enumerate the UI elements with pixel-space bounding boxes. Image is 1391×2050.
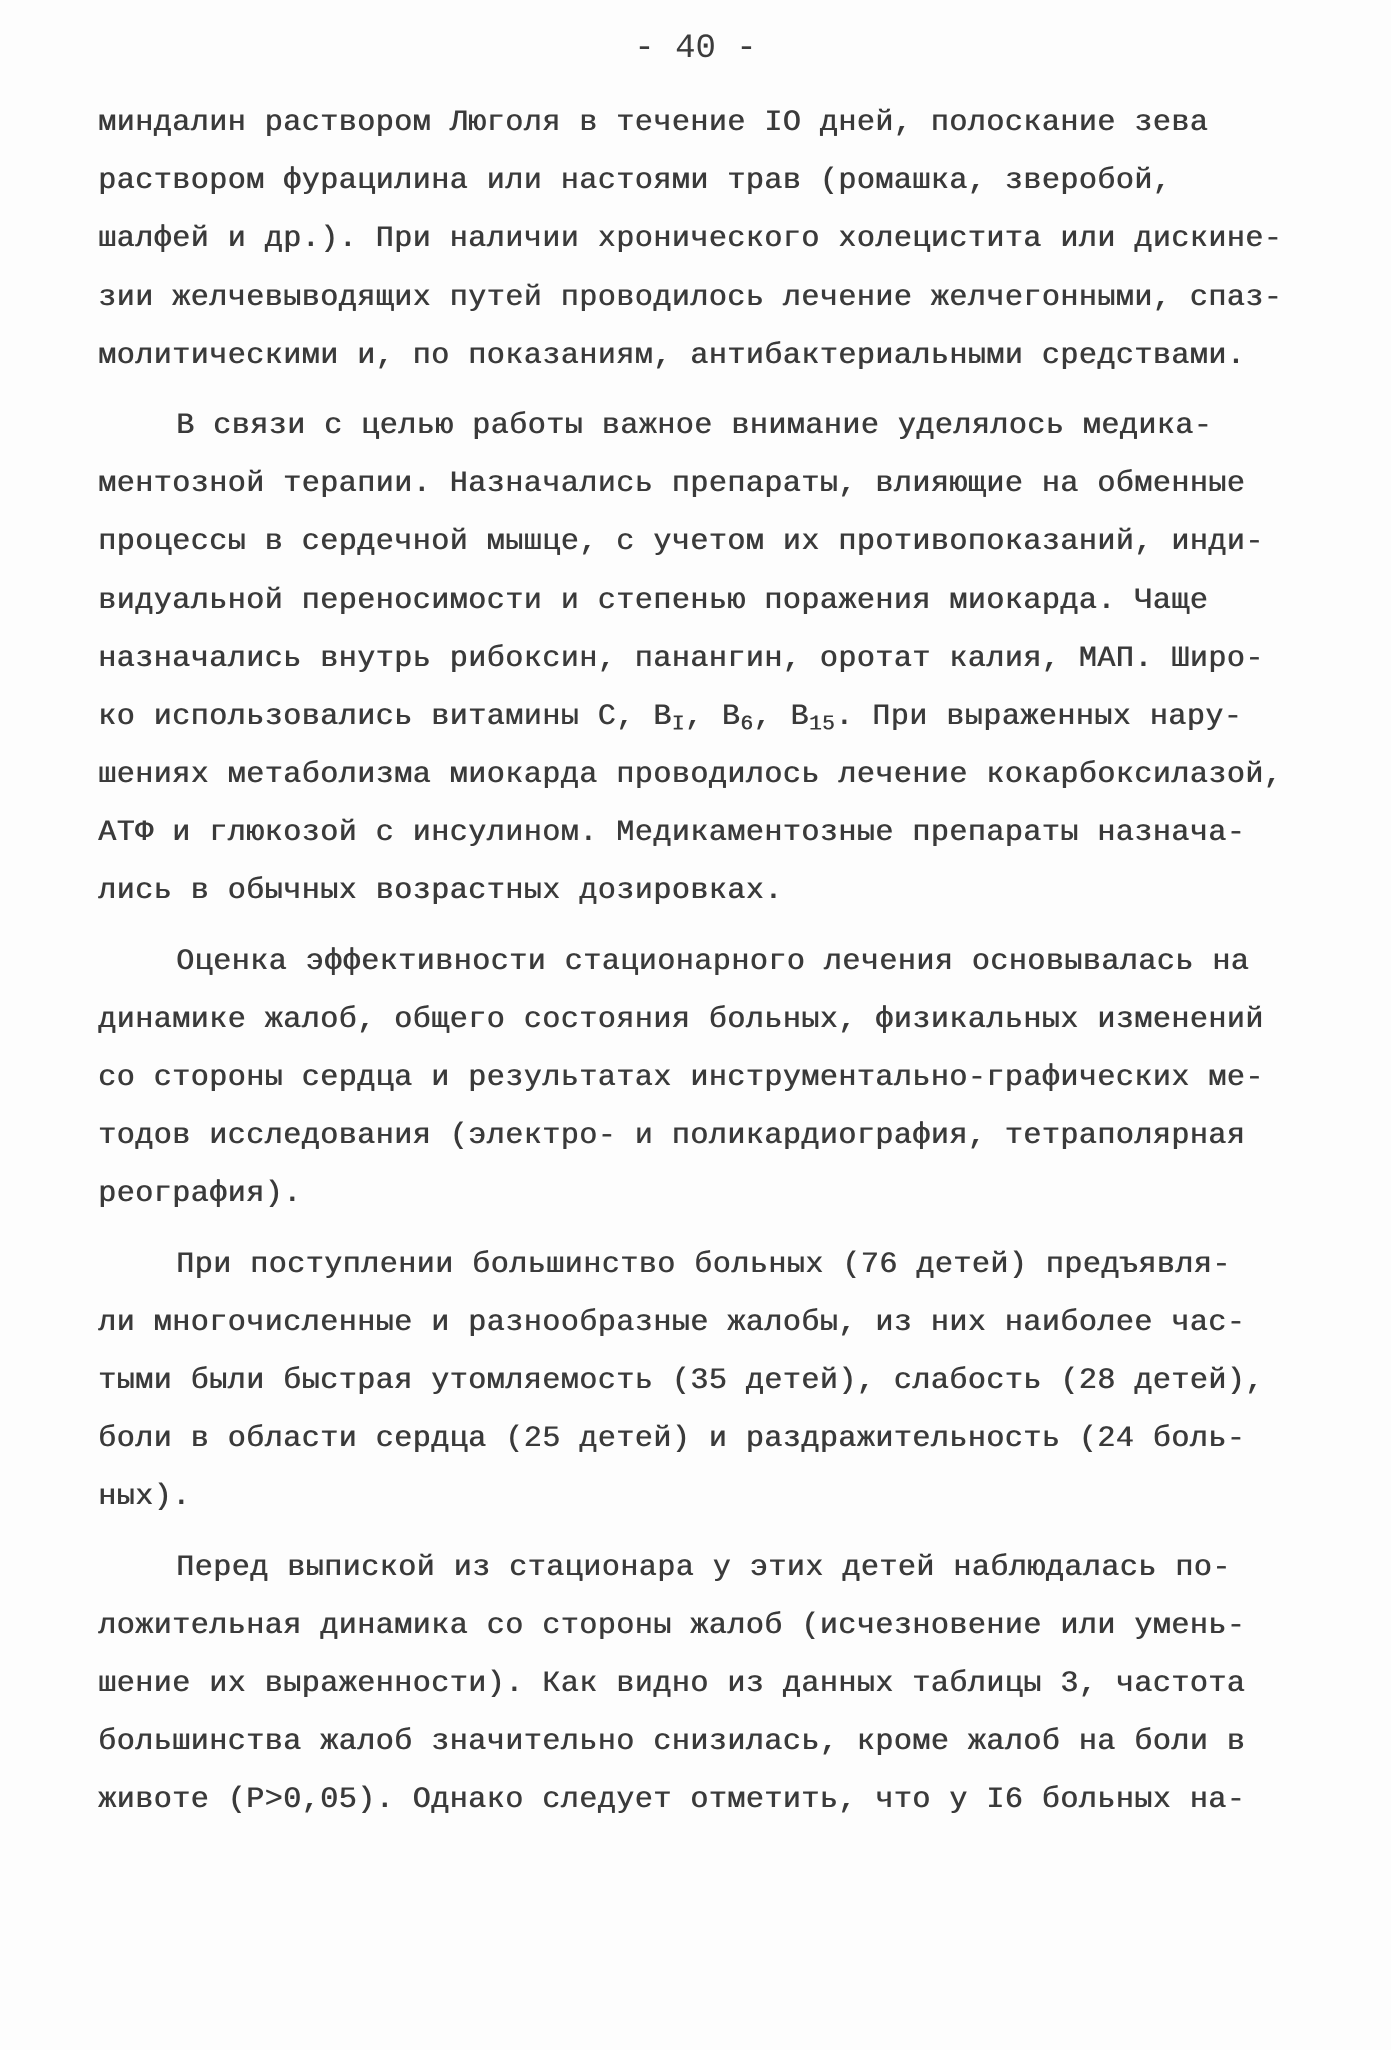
paragraph-3 <box>98 933 1298 1224</box>
text-line: ных). <box>98 1480 191 1515</box>
text-line: видуальной переносимости и степенью поражения миокарда. Чаще <box>98 583 1209 618</box>
text-line: миндалин раствором Люголя в течение IO дней, полоскание зева <box>98 106 1209 140</box>
text-line: большинства жалоб значительно снизилась, кроме жалоб на боли в <box>98 1725 1246 1760</box>
paragraph-2 <box>98 397 1298 921</box>
text-line: ли многочисленные и разнообразные жалобы, из них наиболее час- <box>98 1305 1246 1340</box>
paragraph-1 <box>98 94 1298 385</box>
text-line: боли в области сердца (25 детей) и раздражительность (24 боль- <box>98 1422 1246 1457</box>
text-line: ментозной терапии. Назначались препараты, влияющие на обменные <box>98 467 1246 502</box>
text-line: тыми были быстрая утомляемость (35 детей), слабость (28 детей), <box>98 1363 1264 1398</box>
text-line: шение их выраженности). Как видно из данных таблицы 3, частота <box>98 1666 1246 1701</box>
body-text <box>98 94 1298 1829</box>
text-line: ложительная динамика со стороны жалоб (исчезновение или умень- <box>98 1608 1246 1643</box>
text-line: зии желчевыводящих путей проводилось лечение желчегонными, спаз- <box>98 280 1283 315</box>
text-line: реография). <box>98 1177 302 1212</box>
text-line: тодов исследования (электро- и поликардиография, тетраполярная <box>98 1119 1246 1154</box>
text-line: В связи с целью работы важное внимание уделялось медика- <box>176 408 1213 443</box>
text-line: шалфей и др.). При наличии хронического холецистита или дискине- <box>98 222 1283 257</box>
text-line: лись в обычных возрастных дозировках. <box>98 874 783 909</box>
text-line: назначались внутрь рибоксин, панангин, оротат калия, МАП. Широ- <box>98 641 1264 676</box>
text-line: животе (P>0,05). Однако следует отметить, что у I6 больных на- <box>98 1783 1246 1818</box>
text-line: раствором фурацилина или настоями трав (ромашка, зверобой, <box>98 164 1172 199</box>
text-line: АТФ и глюкозой с инсулином. Медикаментозные препараты назнача- <box>98 816 1246 851</box>
text-line: При поступлении большинство больных (76 детей) предъявля- <box>176 1247 1231 1282</box>
text-line: Перед выпиской из стационара у этих детей наблюдалась по- <box>176 1550 1231 1585</box>
text-line: со стороны сердца и результатах инструментально-графических ме- <box>98 1061 1264 1095</box>
text-line: Оценка эффективности стационарного лечения основывалась на <box>176 944 1250 979</box>
text-line: динамике жалоб, общего состояния больных, физикальных изменений <box>98 1002 1264 1037</box>
text-line: шениях метаболизма миокарда проводилось лечение кокарбоксилазой, <box>98 758 1283 793</box>
page-number: - 40 - <box>634 30 757 68</box>
text-line: молитическими и, по показаниям, антибактериальными средствами. <box>98 338 1246 373</box>
paragraph-5 <box>98 1539 1298 1830</box>
paragraph-4 <box>98 1236 1298 1527</box>
text-line: процессы в сердечной мышце, с учетом их противопоказаний, инди- <box>98 525 1264 560</box>
text-line-with-subscripts: ко использовались витамины С, $В_I$, $В_6$, $В_{15}$. При выраженных нару- <box>98 699 1243 737</box>
